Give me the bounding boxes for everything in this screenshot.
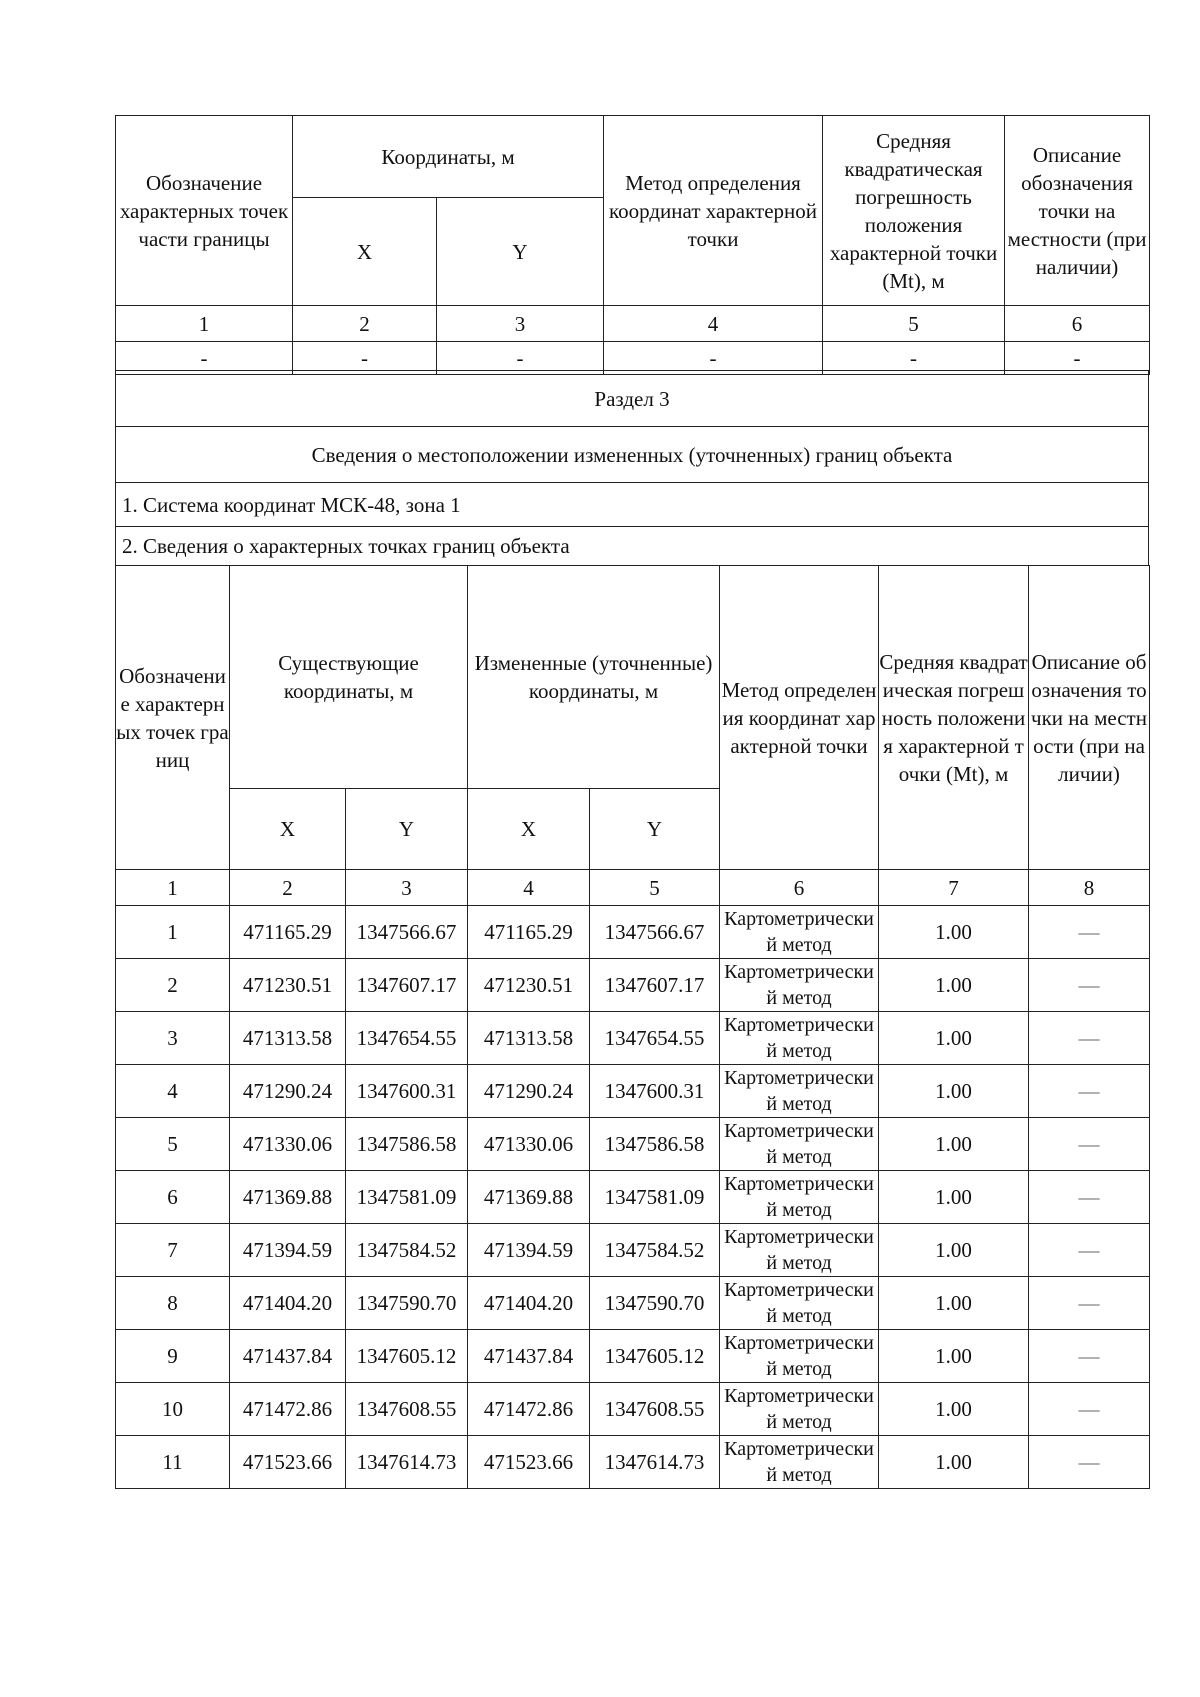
error-value: 1.00: [879, 1436, 1029, 1489]
existing-y: 1347586.58: [346, 1118, 468, 1171]
table-row: [116, 1436, 1150, 1489]
header-error: Средняя квадратическая погрешность положения характерной точки (Mt), м: [879, 566, 1029, 870]
changed-x: 471290.24: [468, 1065, 590, 1118]
empty-cell: -: [1005, 342, 1150, 375]
existing-y: 1347590.70: [346, 1277, 468, 1330]
header-changed-coordinates: Измененные (уточненные) координаты, м: [468, 566, 720, 789]
existing-x: 471330.06: [230, 1118, 346, 1171]
description: —: [1029, 959, 1150, 1012]
error-value: 1.00: [879, 1118, 1029, 1171]
existing-y: 1347654.55: [346, 1012, 468, 1065]
empty-cell: -: [437, 342, 604, 375]
method: Картометрический метод: [720, 1065, 879, 1118]
point-id: 3: [116, 1012, 230, 1065]
table-row: [116, 1383, 1150, 1436]
header-description: Описание обозначения точки на местности (при наличии): [1005, 116, 1150, 306]
existing-y: 1347614.73: [346, 1436, 468, 1489]
error-value: 1.00: [879, 1277, 1029, 1330]
changed-x: 471165.29: [468, 906, 590, 959]
changed-y: 1347614.73: [590, 1436, 720, 1489]
changed-x: 471437.84: [468, 1330, 590, 1383]
table-row: [116, 1277, 1150, 1330]
column-number: 1: [116, 306, 293, 342]
existing-x: 471404.20: [230, 1277, 346, 1330]
changed-y: 1347590.70: [590, 1277, 720, 1330]
point-id: 10: [116, 1383, 230, 1436]
description: —: [1029, 1383, 1150, 1436]
changed-x: 471313.58: [468, 1012, 590, 1065]
existing-x: 471472.86: [230, 1383, 346, 1436]
header-existing-y: Y: [346, 789, 468, 870]
method: Картометрический метод: [720, 906, 879, 959]
changed-x: 471394.59: [468, 1224, 590, 1277]
column-number: 6: [720, 870, 879, 906]
header-error: Средняя квадратическая погрешность положения характерной точки (Mt), м: [823, 116, 1005, 306]
empty-cell: -: [293, 342, 437, 375]
table-row: [116, 1065, 1150, 1118]
header-method: Метод определения координат характерной точки: [604, 116, 823, 306]
error-value: 1.00: [879, 959, 1029, 1012]
coordinate-system: 1. Система координат МСК-48, зона 1: [116, 483, 1149, 527]
changed-y: 1347607.17: [590, 959, 720, 1012]
description: —: [1029, 1012, 1150, 1065]
existing-x: 471165.29: [230, 906, 346, 959]
column-number: 2: [293, 306, 437, 342]
point-id: 5: [116, 1118, 230, 1171]
point-id: 4: [116, 1065, 230, 1118]
column-number: 2: [230, 870, 346, 906]
column-number: 5: [823, 306, 1005, 342]
table-row: [116, 1012, 1150, 1065]
description: —: [1029, 1277, 1150, 1330]
changed-y: 1347605.12: [590, 1330, 720, 1383]
column-number: 8: [1029, 870, 1150, 906]
column-number: 5: [590, 870, 720, 906]
column-number: 7: [879, 870, 1029, 906]
table-row: [116, 959, 1150, 1012]
header-y: Y: [437, 198, 604, 306]
section-title: Раздел 3: [116, 371, 1149, 427]
error-value: 1.00: [879, 1012, 1029, 1065]
point-id: 1: [116, 906, 230, 959]
point-id: 11: [116, 1436, 230, 1489]
existing-x: 471437.84: [230, 1330, 346, 1383]
point-id: 6: [116, 1171, 230, 1224]
header-method: Метод определения координат характерной точки: [720, 566, 879, 870]
existing-y: 1347600.31: [346, 1065, 468, 1118]
header-existing-coordinates: Существующие координаты, м: [230, 566, 468, 789]
changed-x: 471523.66: [468, 1436, 590, 1489]
header-description: Описание обозначения точки на местности (при наличии): [1029, 566, 1150, 870]
existing-y: 1347605.12: [346, 1330, 468, 1383]
description: —: [1029, 1224, 1150, 1277]
boundary-points-table: [115, 565, 1150, 1489]
changed-y: 1347581.09: [590, 1171, 720, 1224]
point-id: 9: [116, 1330, 230, 1383]
error-value: 1.00: [879, 1330, 1029, 1383]
table-row: [116, 1330, 1150, 1383]
method: Картометрический метод: [720, 1436, 879, 1489]
column-number: 3: [437, 306, 604, 342]
column-number: 3: [346, 870, 468, 906]
error-value: 1.00: [879, 1383, 1029, 1436]
point-id: 7: [116, 1224, 230, 1277]
changed-y: 1347600.31: [590, 1065, 720, 1118]
method: Картометрический метод: [720, 1012, 879, 1065]
method: Картометрический метод: [720, 1330, 879, 1383]
changed-x: 471369.88: [468, 1171, 590, 1224]
existing-x: 471523.66: [230, 1436, 346, 1489]
description: —: [1029, 1436, 1150, 1489]
method: Картометрический метод: [720, 1171, 879, 1224]
header-point-designation: Обозначение характерных точек границ: [116, 566, 230, 870]
existing-x: 471369.88: [230, 1171, 346, 1224]
existing-y: 1347584.52: [346, 1224, 468, 1277]
description: —: [1029, 1330, 1150, 1383]
changed-y: 1347608.55: [590, 1383, 720, 1436]
method: Картометрический метод: [720, 1383, 879, 1436]
error-value: 1.00: [879, 1171, 1029, 1224]
changed-x: 471472.86: [468, 1383, 590, 1436]
existing-x: 471394.59: [230, 1224, 346, 1277]
changed-x: 471330.06: [468, 1118, 590, 1171]
existing-y: 1347607.17: [346, 959, 468, 1012]
method: Картометрический метод: [720, 959, 879, 1012]
header-changed-y: Y: [590, 789, 720, 870]
points-section-title: 2. Сведения о характерных точках границ объекта: [116, 527, 1149, 566]
column-number: 1: [116, 870, 230, 906]
changed-y: 1347654.55: [590, 1012, 720, 1065]
point-id: 2: [116, 959, 230, 1012]
method: Картометрический метод: [720, 1224, 879, 1277]
header-coordinates: Координаты, м: [293, 116, 604, 198]
header-existing-x: X: [230, 789, 346, 870]
existing-x: 471313.58: [230, 1012, 346, 1065]
error-value: 1.00: [879, 1065, 1029, 1118]
column-number: 6: [1005, 306, 1150, 342]
section-subtitle: Сведения о местоположении измененных (уточненных) границ объекта: [116, 427, 1149, 483]
existing-x: 471290.24: [230, 1065, 346, 1118]
table-row: [116, 1224, 1150, 1277]
table-row: [116, 1118, 1150, 1171]
empty-cell: -: [116, 342, 293, 375]
existing-y: 1347608.55: [346, 1383, 468, 1436]
description: —: [1029, 1171, 1150, 1224]
error-value: 1.00: [879, 906, 1029, 959]
column-number: 4: [468, 870, 590, 906]
existing-x: 471230.51: [230, 959, 346, 1012]
description: —: [1029, 1065, 1150, 1118]
changed-x: 471230.51: [468, 959, 590, 1012]
section-block: [115, 370, 1149, 566]
description: —: [1029, 1118, 1150, 1171]
table-row: [116, 1171, 1150, 1224]
changed-y: 1347586.58: [590, 1118, 720, 1171]
point-id: 8: [116, 1277, 230, 1330]
method: Картометрический метод: [720, 1118, 879, 1171]
existing-y: 1347566.67: [346, 906, 468, 959]
changed-x: 471404.20: [468, 1277, 590, 1330]
empty-cell: -: [823, 342, 1005, 375]
column-number: 4: [604, 306, 823, 342]
part-boundary-table: [115, 115, 1150, 375]
method: Картометрический метод: [720, 1277, 879, 1330]
header-point-designation: Обозначение характерных точек части границы: [116, 116, 293, 306]
header-x: X: [293, 198, 437, 306]
table-row: [116, 906, 1150, 959]
changed-y: 1347566.67: [590, 906, 720, 959]
existing-y: 1347581.09: [346, 1171, 468, 1224]
header-changed-x: X: [468, 789, 590, 870]
error-value: 1.00: [879, 1224, 1029, 1277]
changed-y: 1347584.52: [590, 1224, 720, 1277]
description: —: [1029, 906, 1150, 959]
empty-cell: -: [604, 342, 823, 375]
